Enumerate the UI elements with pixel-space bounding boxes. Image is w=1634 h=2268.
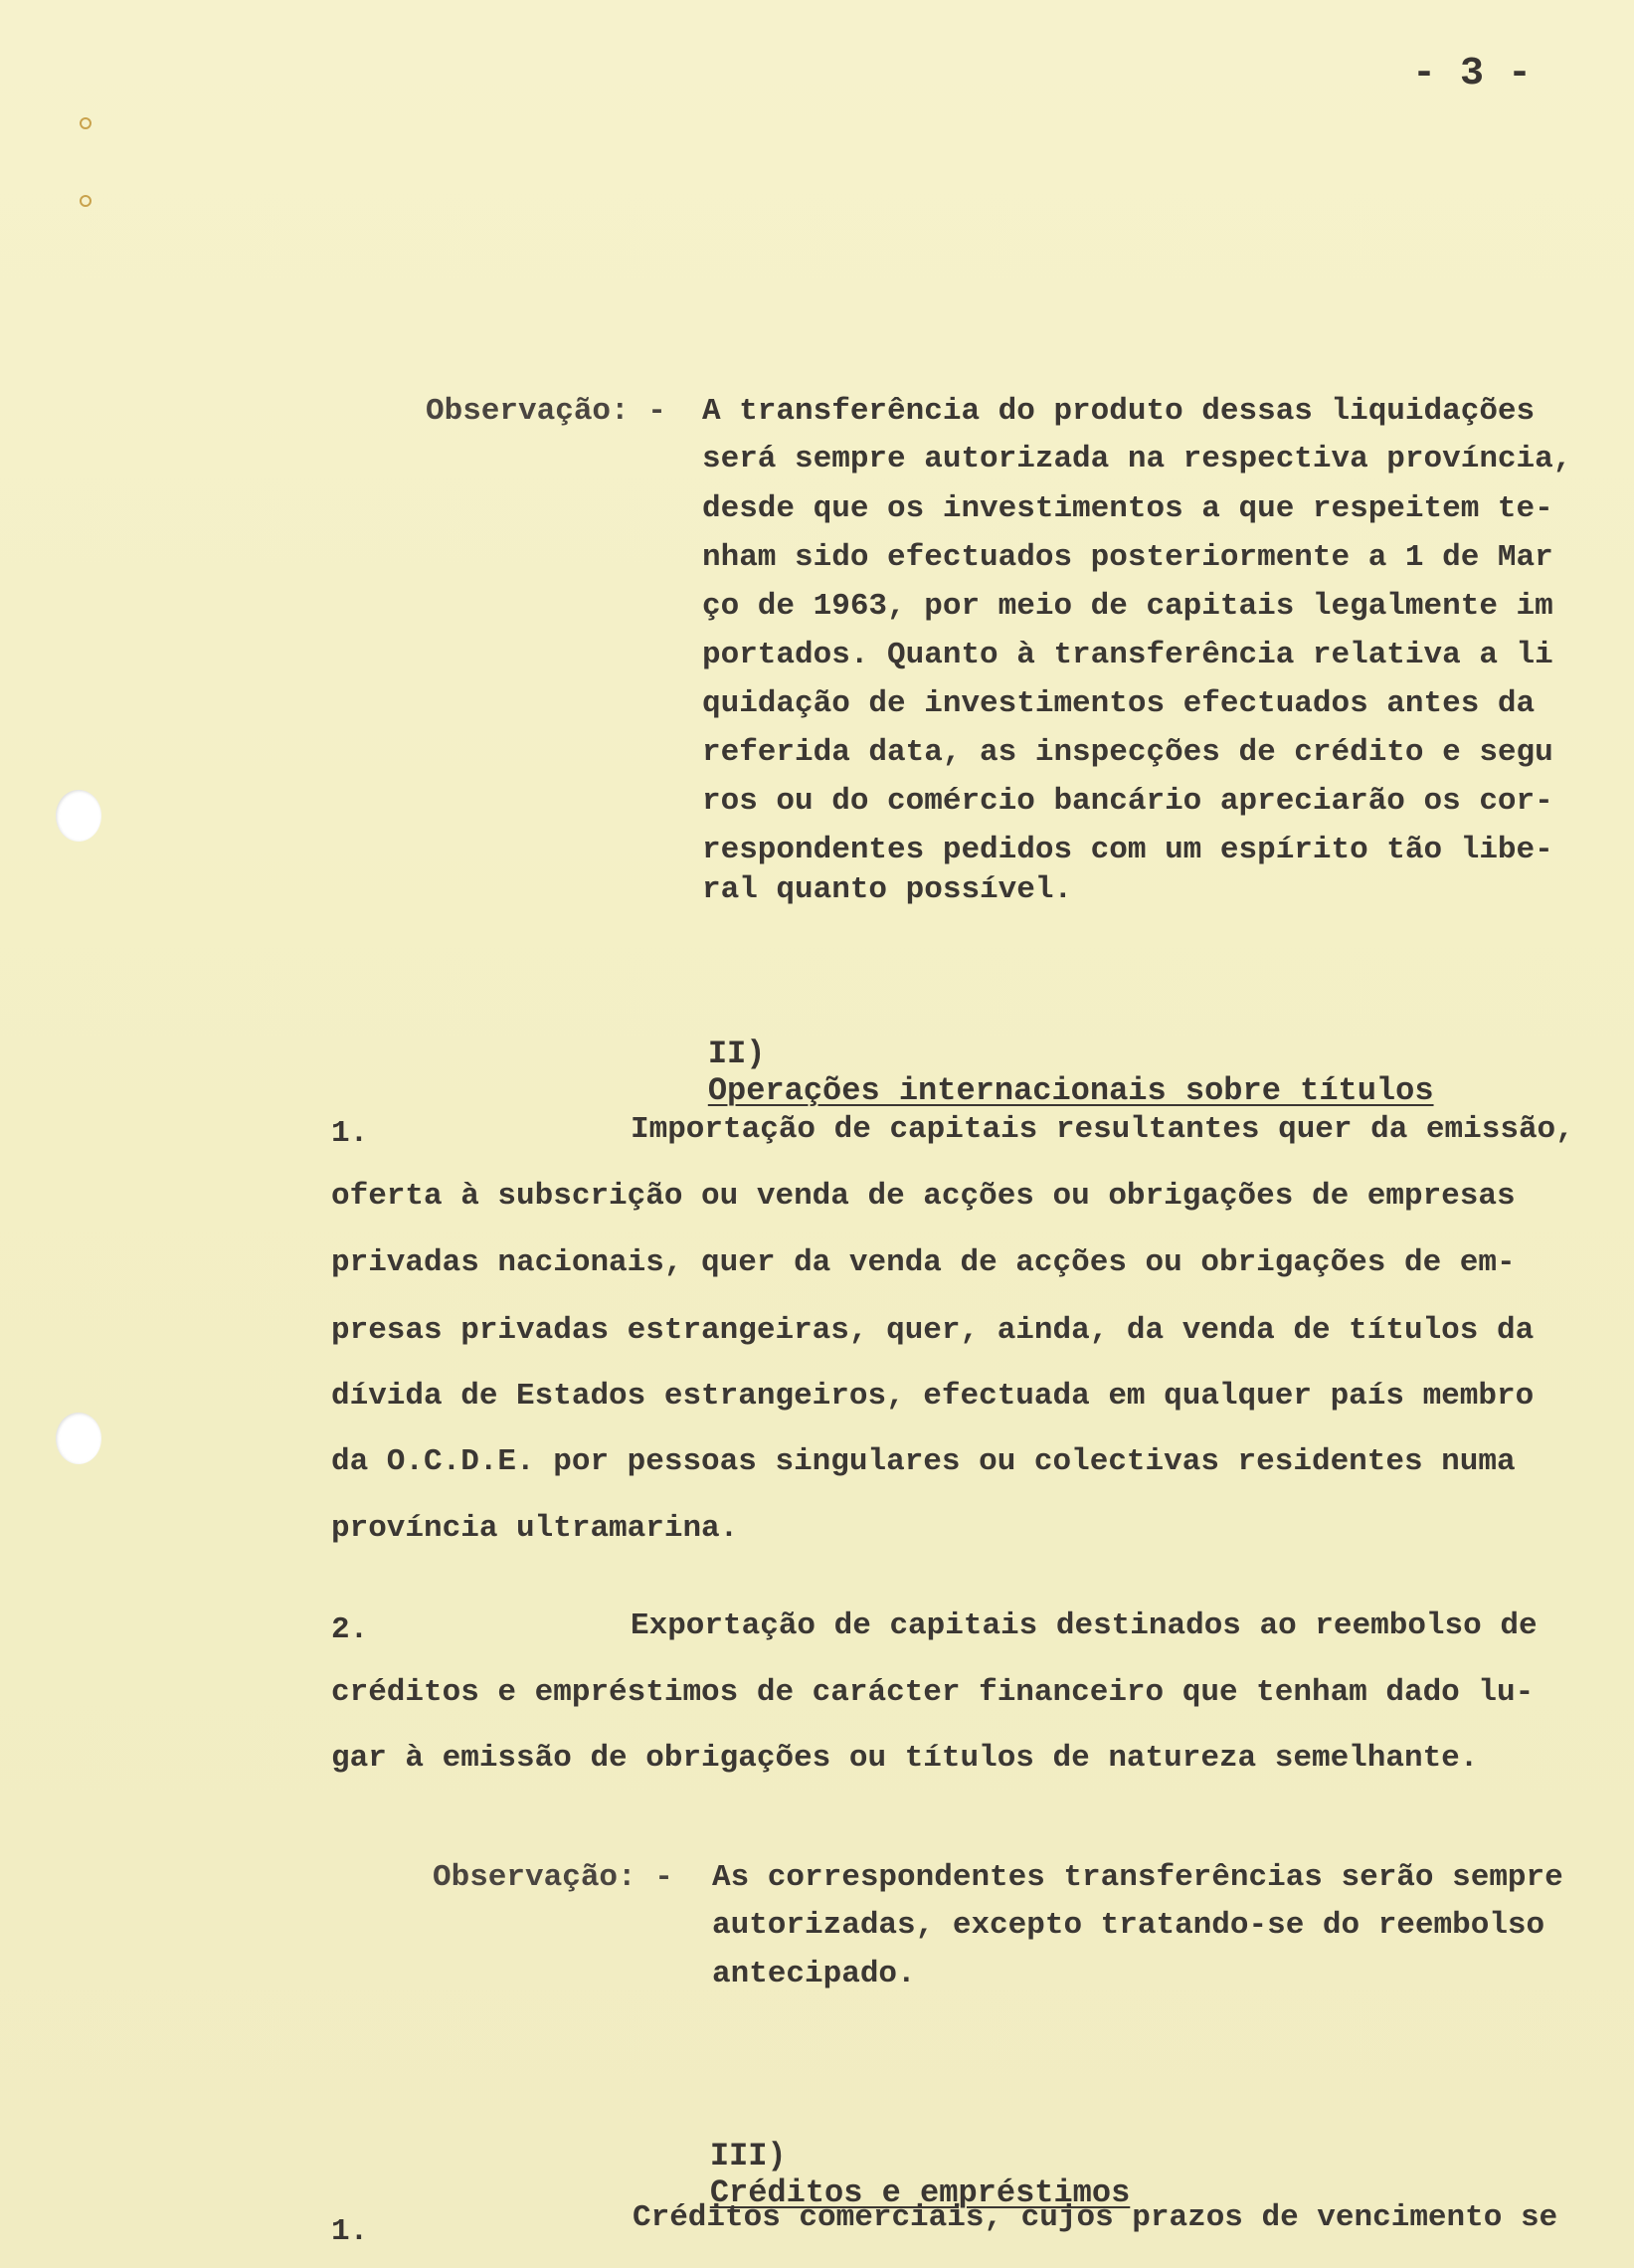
observation-line: ral quanto possível. [702, 872, 1073, 907]
paragraph-line: da O.C.D.E. por pessoas singulares ou colectivas residentes numa [331, 1444, 1516, 1479]
section-numeral: III) [709, 2138, 787, 2174]
observation-line: referida data, as inspecções de crédito e segu [702, 735, 1553, 770]
observation-line: quidação de investimentos efectuados antes da [702, 686, 1536, 721]
item-number: 1. [331, 2214, 369, 2249]
observation-line: antecipado. [712, 1957, 916, 1991]
paragraph-line: privadas nacionais, quer da venda de acções ou obrigações de em- [331, 1245, 1516, 1280]
observation-line: autorizadas, excepto tratando-se do reembolso [712, 1908, 1545, 1943]
section-title: Créditos e empréstimos [709, 2174, 1131, 2211]
paragraph-line: província ultramarina. [331, 1511, 739, 1546]
observation-line: As correspondentes transferências serão sempre [712, 1860, 1563, 1895]
staple-mark [80, 117, 91, 129]
observation-line: respondentes pedidos com um espírito tão libe- [702, 833, 1553, 867]
observation-line: portados. Quanto à transferência relativa a li [702, 638, 1553, 672]
item-number: 2. [331, 1612, 369, 1647]
observation-label: Observação: - [426, 394, 666, 429]
paragraph-line: gar à emissão de obrigações ou títulos de natureza semelhante. [331, 1741, 1479, 1776]
item-number: 1. [331, 1116, 369, 1151]
paragraph-line: Importação de capitais resultantes quer da emissão, [631, 1112, 1574, 1147]
paragraph-line: oferta à subscrição ou venda de acções ou obrigações de empresas [331, 1179, 1516, 1214]
section-title: Operações internacionais sobre títulos [707, 1072, 1434, 1109]
observation-line: A transferência do produto dessas liquidações [702, 394, 1536, 429]
punch-hole-top [56, 790, 101, 842]
observation-line: ço de 1963, por meio de capitais legalmente im [702, 589, 1553, 624]
observation-line: ros ou do comércio bancário apreciarão os cor- [702, 784, 1553, 819]
observation-line: nham sido efectuados posteriormente a 1 de Mar [702, 540, 1553, 575]
observation-label: Observação: - [433, 1860, 673, 1895]
paragraph-line: Exportação de capitais destinados ao reembolso de [631, 1608, 1538, 1643]
paragraph-line: presas privadas estrangeiras, quer, ainda, da venda de títulos da [331, 1313, 1535, 1348]
paragraph-line: Créditos comerciais, cujos prazos de vencimento se [633, 2200, 1558, 2235]
section-numeral: II) [707, 1036, 766, 1072]
page-number: - 3 - [1412, 52, 1533, 96]
paragraph-line: créditos e empréstimos de carácter financeiro que tenham dado lu- [331, 1675, 1535, 1710]
punch-hole-bottom [56, 1413, 101, 1464]
observation-line: será sempre autorizada na respectiva província, [702, 442, 1572, 476]
staple-mark [80, 195, 91, 207]
observation-line: desde que os investimentos a que respeitem te- [702, 491, 1553, 526]
paragraph-line: dívida de Estados estrangeiros, efectuada em qualquer país membro [331, 1379, 1535, 1414]
